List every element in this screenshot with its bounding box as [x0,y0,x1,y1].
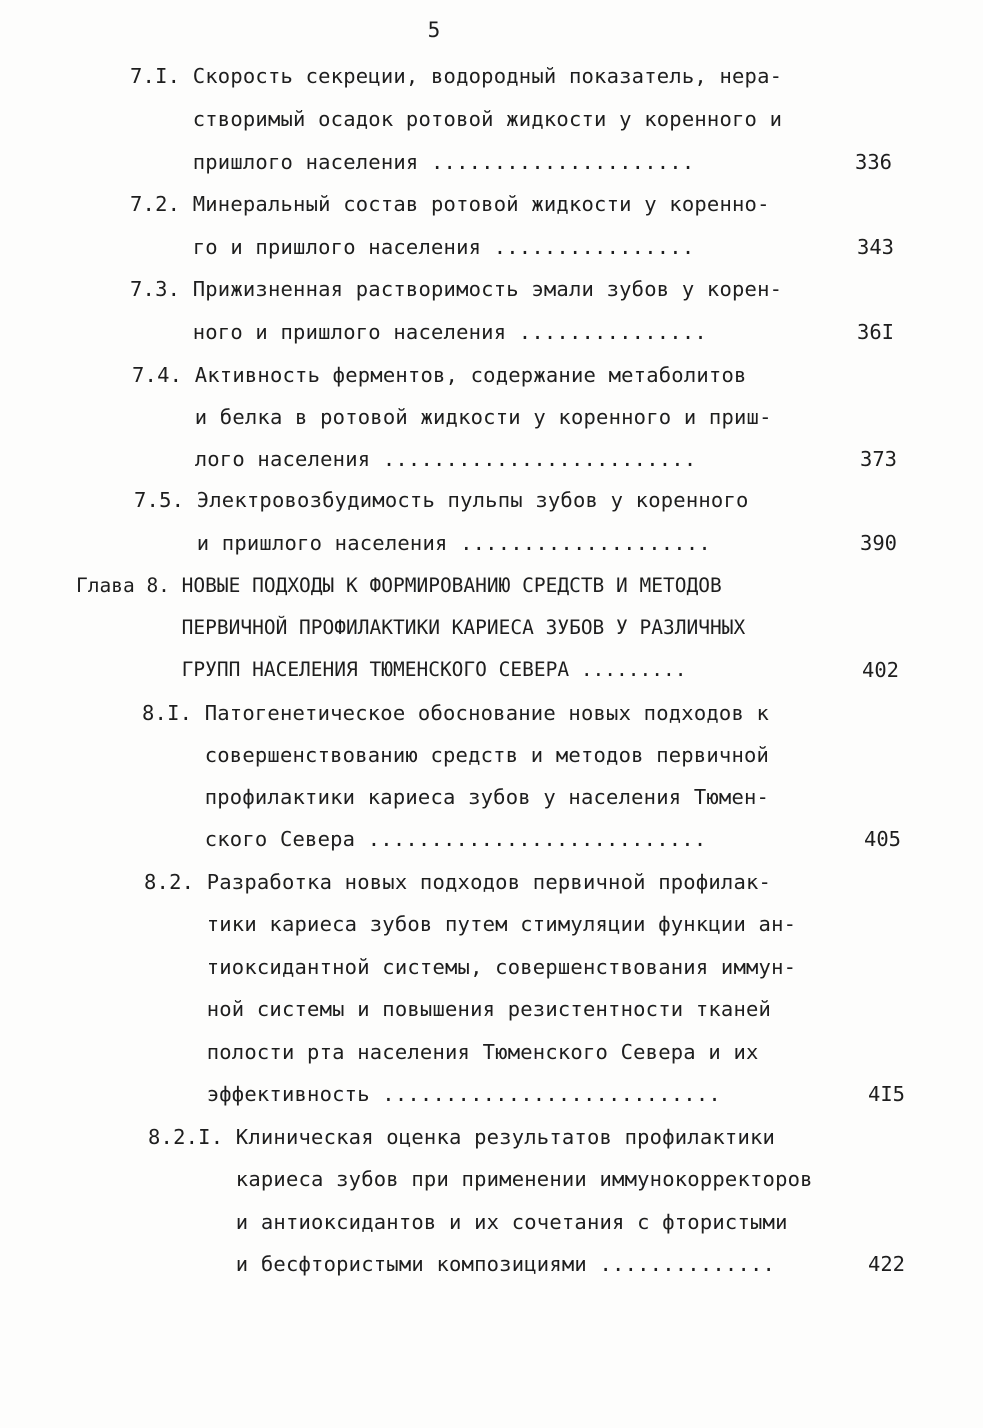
toc-page-number: 336 [855,150,893,174]
toc-line: го и пришлого населения ................ [130,235,695,259]
toc-page-number: 36I [857,320,895,344]
toc-line: 7.2. Минеральный состав ротовой жидкости у коренно- [130,192,770,216]
toc-line: 7.I. Скорость секреции, водородный показатель, нера- [130,64,783,88]
toc-line: 8.2.I. Клиническая оценка результатов профилактики [148,1125,776,1149]
toc-line: полости рта населения Тюменского Севера и их [144,1040,759,1064]
toc-page-number: 405 [864,827,902,851]
toc-line: ного и пришлого населения ............... [130,320,707,344]
toc-line: тиоксидантной системы, совершенствования иммун- [144,955,797,979]
toc-line: ского Севера ........................... [142,827,707,851]
toc-line: створимый осадок ротовой жидкости у коренного и [130,107,783,131]
toc-line: 8.2. Разработка новых подходов первичной профилак- [144,870,772,894]
page-number: 5 [427,18,441,42]
toc-page-number: 422 [868,1252,906,1276]
toc-line: ной системы и повышения резистентности тканей [144,997,772,1021]
chapter-heading: ПЕРВИЧНОЙ ПРОФИЛАКТИКИ КАРИЕСА ЗУБОВ У РАЗЛИЧНЫХ [76,616,746,639]
toc-page-number: 373 [860,447,898,471]
toc-line: эффективность ........................... [144,1082,721,1106]
toc-line: 7.5. Электровозбудимость пульпы зубов у коренного [134,488,749,512]
toc-page-number: 402 [862,658,900,682]
toc-line: пришлого населения ..................... [130,150,695,174]
toc-line: и бесфтористыми композициями .............. [148,1252,776,1276]
toc-line: лого населения ......................... [132,447,697,471]
toc-line: профилактики кариеса зубов у населения Тюмен- [142,785,770,809]
toc-line: кариеса зубов при применении иммунокорректоров [148,1167,813,1191]
toc-line: и белка в ротовой жидкости у коренного и приш- [132,405,772,429]
chapter-heading: Глава 8. НОВЫЕ ПОДХОДЫ К ФОРМИРОВАНИЮ СРЕДСТВ И МЕТОДОВ [76,574,722,597]
toc-line: и пришлого населения .................... [134,531,711,555]
toc-page-number: 4I5 [868,1082,906,1106]
toc-line: тики кариеса зубов путем стимуляции функции ан- [144,912,797,936]
toc-page-number: 343 [857,235,895,259]
toc-page-number: 390 [860,531,898,555]
toc-line: 7.4. Активность ферментов, содержание метаболитов [132,363,747,387]
toc-line: совершенствованию средств и методов первичной [142,743,770,767]
toc-line: 7.3. Прижизненная растворимость эмали зубов у корен- [130,277,783,301]
toc-line: и антиоксидантов и их сочетания с фтористыми [148,1210,788,1234]
chapter-heading: ГРУПП НАСЕЛЕНИЯ ТЮМЕНСКОГО СЕВЕРА ......... [76,658,687,681]
toc-line: 8.I. Патогенетическое обоснование новых подходов к [142,701,770,725]
